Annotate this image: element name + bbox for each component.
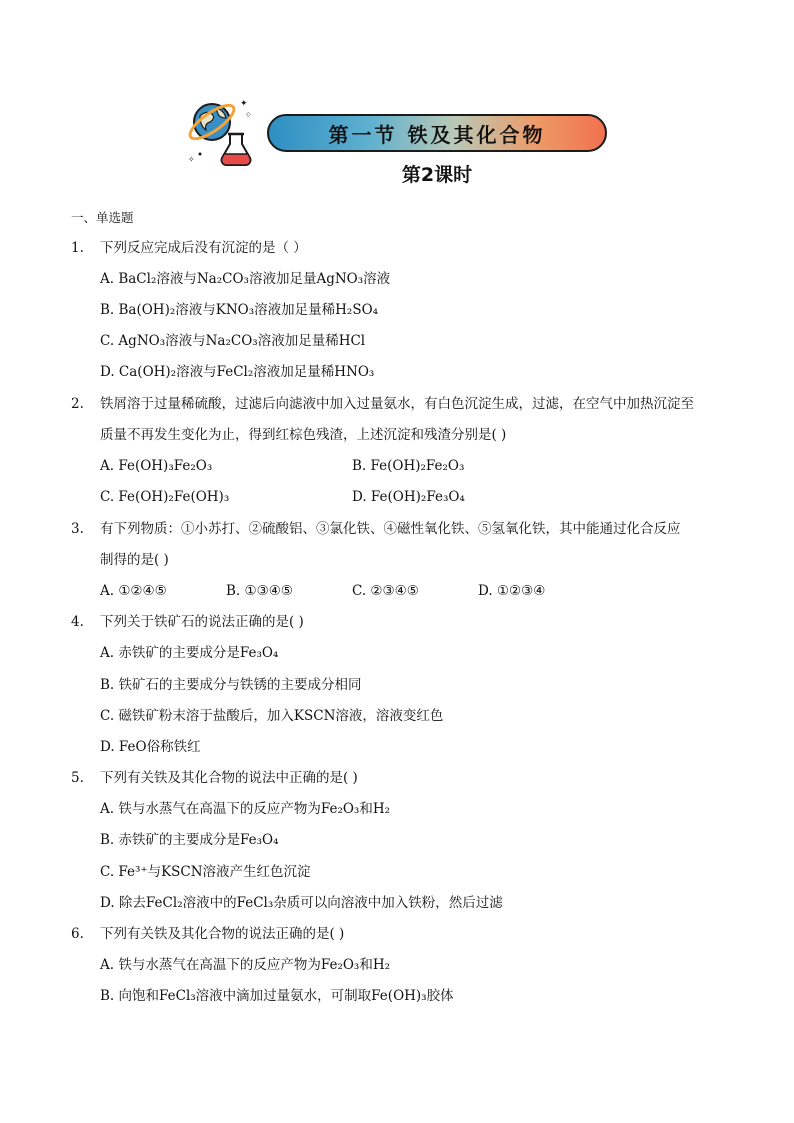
chapter-banner: [267, 114, 607, 152]
option-b: B. Fe(OH)₂Fe₂O₃: [352, 458, 465, 474]
option-d: D. Ca(OH)₂溶液与FeCl₂溶液加足量稀HNO₃: [100, 364, 375, 380]
question-number: 2.: [71, 396, 84, 412]
svg-text:✧: ✧: [188, 155, 195, 164]
option-b: B. 铁矿石的主要成分与铁锈的主要成分相同: [100, 677, 362, 693]
option-b: B. ①③④⑤: [226, 583, 293, 599]
section-title: 一、单选题: [71, 210, 134, 225]
question-text: 有下列物质：①小苏打、②硫酸铝、③氯化铁、④磁性氧化铁、⑤氢氧化铁，其中能通过化合反应: [100, 521, 681, 537]
option-c: C. ②③④⑤: [352, 583, 419, 599]
option-b: B. 赤铁矿的主要成分是Fe₃O₄: [100, 832, 279, 848]
question-text: 下列有关铁及其化合物的说法正确的是( ): [100, 926, 345, 942]
question-text: 质量不再发生变化为止，得到红棕色残渣，上述沉淀和残渣分别是( ): [100, 427, 507, 443]
question-text: 下列有关铁及其化合物的说法中正确的是( ): [100, 770, 358, 786]
science-logo-icon: [186, 96, 258, 168]
option-d: D. 除去FeCl₂溶液中的FeCl₃杂质可以向溶液中加入铁粉，然后过滤: [100, 895, 503, 911]
option-d: D. Fe(OH)₂Fe₃O₄: [352, 489, 465, 505]
option-c: C. Fe(OH)₂Fe(OH)₃: [100, 489, 230, 505]
option-b: B. 向饱和FeCl₃溶液中滴加过量氨水，可制取Fe(OH)₃胶体: [100, 988, 454, 1004]
option-a: A. 铁与水蒸气在高温下的反应产物为Fe₂O₃和H₂: [100, 957, 391, 973]
svg-text:✦: ✦: [240, 99, 248, 109]
header: [0, 0, 794, 200]
question-number: 4.: [71, 614, 84, 630]
option-a: A. 赤铁矿的主要成分是Fe₃O₄: [100, 645, 279, 661]
option-b: B. Ba(OH)₂溶液与KNO₃溶液加足量稀H₂SO₄: [100, 302, 379, 318]
option-d: D. ①②③④: [478, 583, 546, 599]
option-c: C. 磁铁矿粉末溶于盐酸后，加入KSCN溶液，溶液变红色: [100, 708, 444, 724]
question-text: 铁屑溶于过量稀硫酸，过滤后向滤液中加入过量氨水，有白色沉淀生成，过滤，在空气中加热沉淀至: [100, 396, 694, 412]
question-text: 制得的是( ): [100, 552, 169, 568]
option-a: A. Fe(OH)₃Fe₂O₃: [100, 458, 213, 474]
question-number: 3.: [71, 521, 84, 537]
question-text: 下列关于铁矿石的说法正确的是( ): [100, 614, 304, 630]
option-d: D. FeO俗称铁红: [100, 739, 201, 755]
chapter-title: 第一节 铁及其化合物: [328, 122, 546, 147]
option-a: A. BaCl₂溶液与Na₂CO₃溶液加足量AgNO₃溶液: [100, 271, 391, 287]
option-a: A. 铁与水蒸气在高温下的反应产物为Fe₂O₃和H₂: [100, 801, 391, 817]
svg-text:◇: ◇: [246, 111, 251, 118]
option-a: A. ①②④⑤: [100, 583, 167, 599]
question-number: 5.: [71, 770, 84, 786]
question-number: 1.: [71, 240, 84, 256]
option-c: C. Fe³⁺与KSCN溶液产生红色沉淀: [100, 864, 311, 880]
question-text: 下列反应完成后没有沉淀的是（ ）: [100, 240, 307, 256]
option-c: C. AgNO₃溶液与Na₂CO₃溶液加足量稀HCl: [100, 333, 366, 349]
question-number: 6.: [71, 926, 84, 942]
lesson-subtitle: 第2课时: [401, 164, 473, 186]
